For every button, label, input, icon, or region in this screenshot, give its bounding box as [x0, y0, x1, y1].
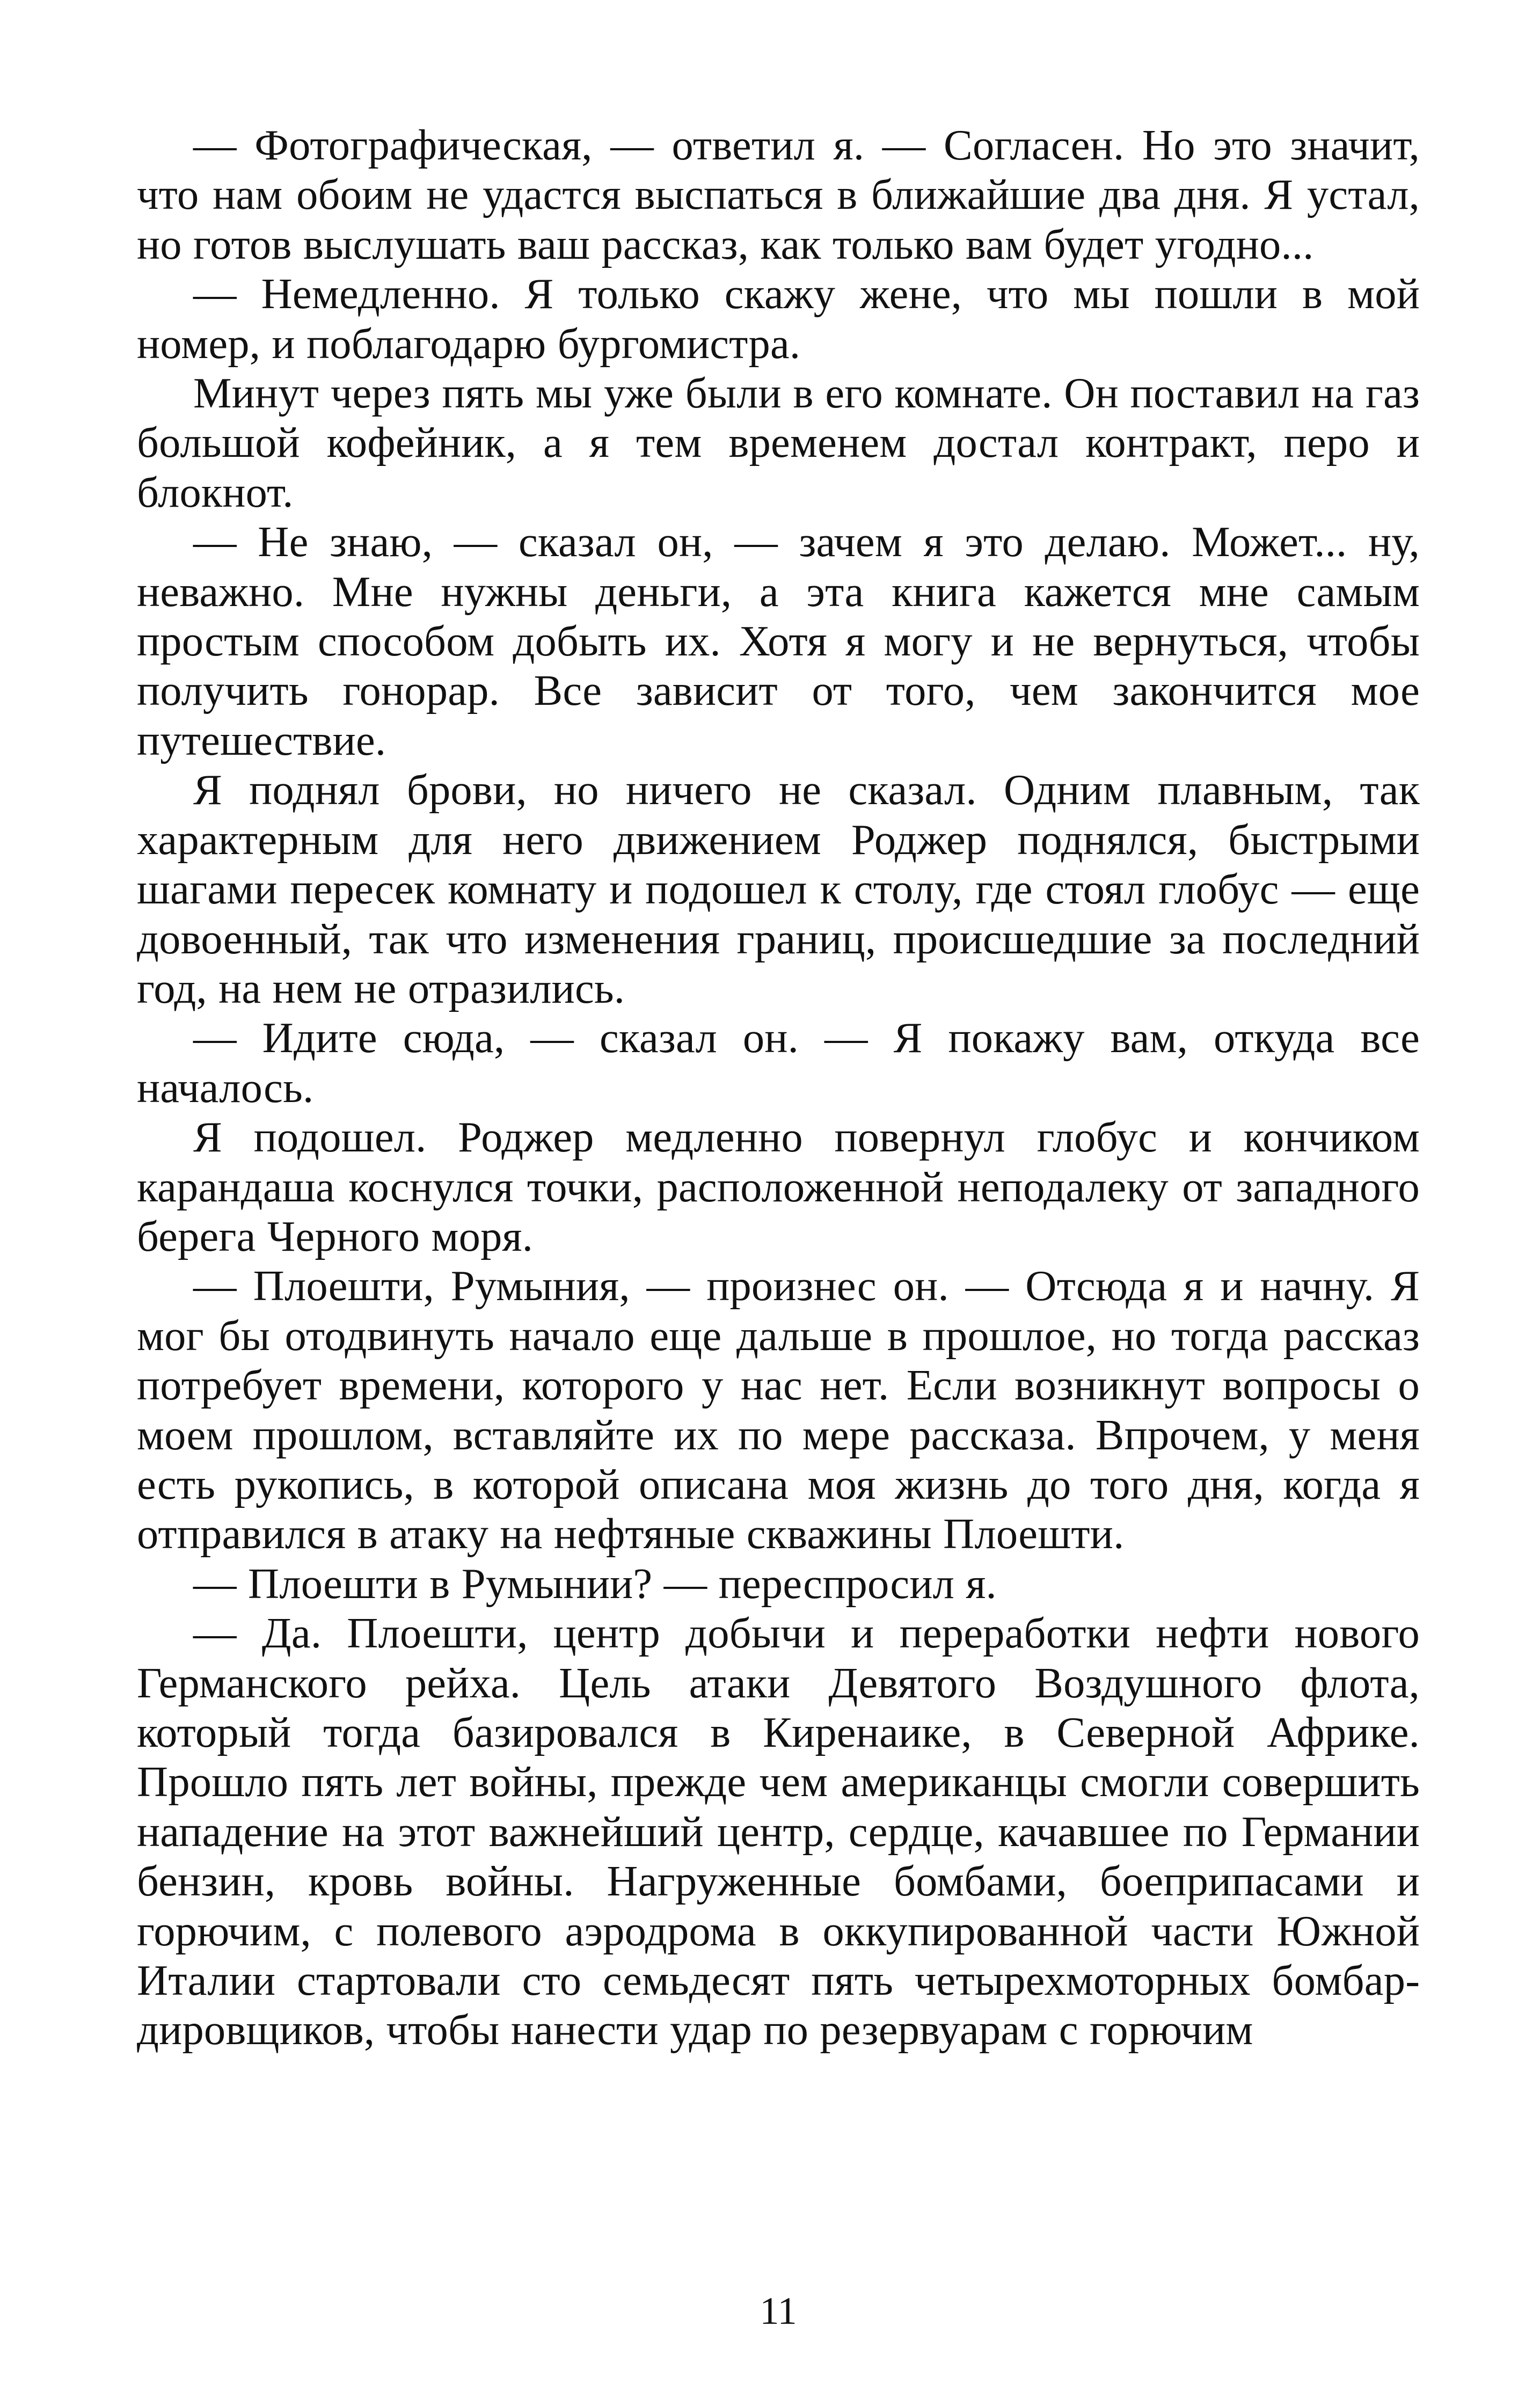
paragraph-10: — Да. Плоешти, центр добычи и переработки нефти нового Германского рейха. Цель атаки Девятого Воздушного флота, который тогда базировался в Киренаике, в Северной Африке. Прошло пять лет войны, прежде чем американцы смогли совершить нападение на этот важнейший центр, сердце, качавшее по Германии бензин, кровь войны. Нагруженные бомбами, боеприпасами и горючим, с полевого аэродрома в оккупированной части Южной Италии стартовали сто семьдесят пять четырехмоторных бомбардировщиков, чтобы нанести удар по резервуарам с горючим	[137, 1609, 1420, 2054]
paragraph-4: — Не знаю, — сказал он, — зачем я это делаю. Может... ну, неважно. Мне нужны деньги, а эта книга кажется мне самым простым способом добыть их. Хотя я могу и не вернуться, чтобы получить гонорар. Все зависит от того, чем закончится мое путешествие.	[137, 518, 1420, 764]
paragraph-1: — Фотографическая, — ответил я. — Согласен. Но это значит, что нам обоим не удастся выспаться в ближайшие два дня. Я устал, но готов выслушать ваш рассказ, как только вам будет угодно...	[137, 121, 1420, 268]
book-page	[137, 121, 1420, 2332]
paragraph-6: — Идите сюда, — сказал он. — Я покажу вам, откуда все началось.	[137, 1014, 1420, 1112]
paragraph-5: Я поднял брови, но ничего не сказал. Одним плавным, так характерным для него движением Роджер поднялся, быстрыми шагами пересек комнату и подошел к столу, где стоял глобус — еще довоенный, так что изменения границ, происшедшие за последний год, на нем не отразились.	[137, 766, 1420, 1012]
page-number: 11	[760, 2289, 797, 2332]
paragraph-8: — Плоешти, Румыния, — произнес он. — Отсюда я и начну. Я мог бы отодвинуть начало еще дальше в прошлое, но тогда рассказ потребует времени, которого у нас нет. Если возникнут вопросы о моем прошлом, вставляйте их по мере рассказа. Впрочем, у меня есть рукопись, в которой описана моя жизнь до того дня, когда я отправился в атаку на нефтяные скважины Плоешти.	[137, 1262, 1420, 1558]
paragraph-9: — Плоешти в Румынии? — переспросил я.	[193, 1559, 997, 1608]
paragraph-7: Я подошел. Роджер медленно повернул глобус и кончиком карандаша коснулся точки, расположенной неподалеку от западного берега Черного моря.	[137, 1113, 1420, 1260]
body-text	[137, 121, 1420, 2055]
paragraph-2: — Немедленно. Я только скажу жене, что мы пошли в мой номер, и поблагодарю бургомистра.	[137, 270, 1420, 368]
paragraph-3: Минут через пять мы уже были в его комнате. Он поставил на газ большой кофейник, а я тем временем достал контракт, перо и блокнот.	[137, 369, 1420, 516]
